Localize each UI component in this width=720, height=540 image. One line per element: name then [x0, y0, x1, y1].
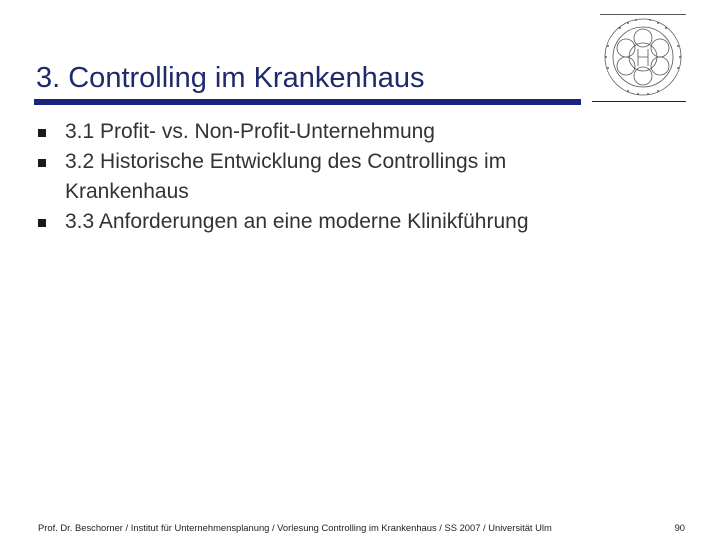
university-seal-icon [598, 16, 688, 98]
square-bullet-icon [38, 219, 46, 227]
title-underline [34, 99, 581, 105]
square-bullet-icon [38, 129, 46, 137]
bullet-list [38, 117, 625, 237]
bullet-text: 3.3 Anforderungen an eine moderne Klinikführung [65, 210, 529, 233]
page-number: 90 [674, 522, 685, 533]
square-bullet-icon [38, 159, 46, 167]
bullet-text: 3.2 Historische Entwicklung des Controllings im Krankenhaus [65, 150, 507, 203]
bullet-text: 3.1 Profit- vs. Non-Profit-Unternehmung [65, 120, 435, 143]
footer-text: Prof. Dr. Beschorner / Institut für Unternehmensplanung / Vorlesung Controlling im Krankenhaus / SS 2007 / Universität Ulm [38, 522, 552, 533]
bullet-item [38, 117, 625, 147]
bullet-item [38, 147, 625, 207]
logo-top-rule [600, 14, 686, 15]
slide-title: 3. Controlling im Krankenhaus [36, 62, 425, 94]
bullet-item [38, 207, 625, 237]
title-underline-right [592, 101, 686, 102]
